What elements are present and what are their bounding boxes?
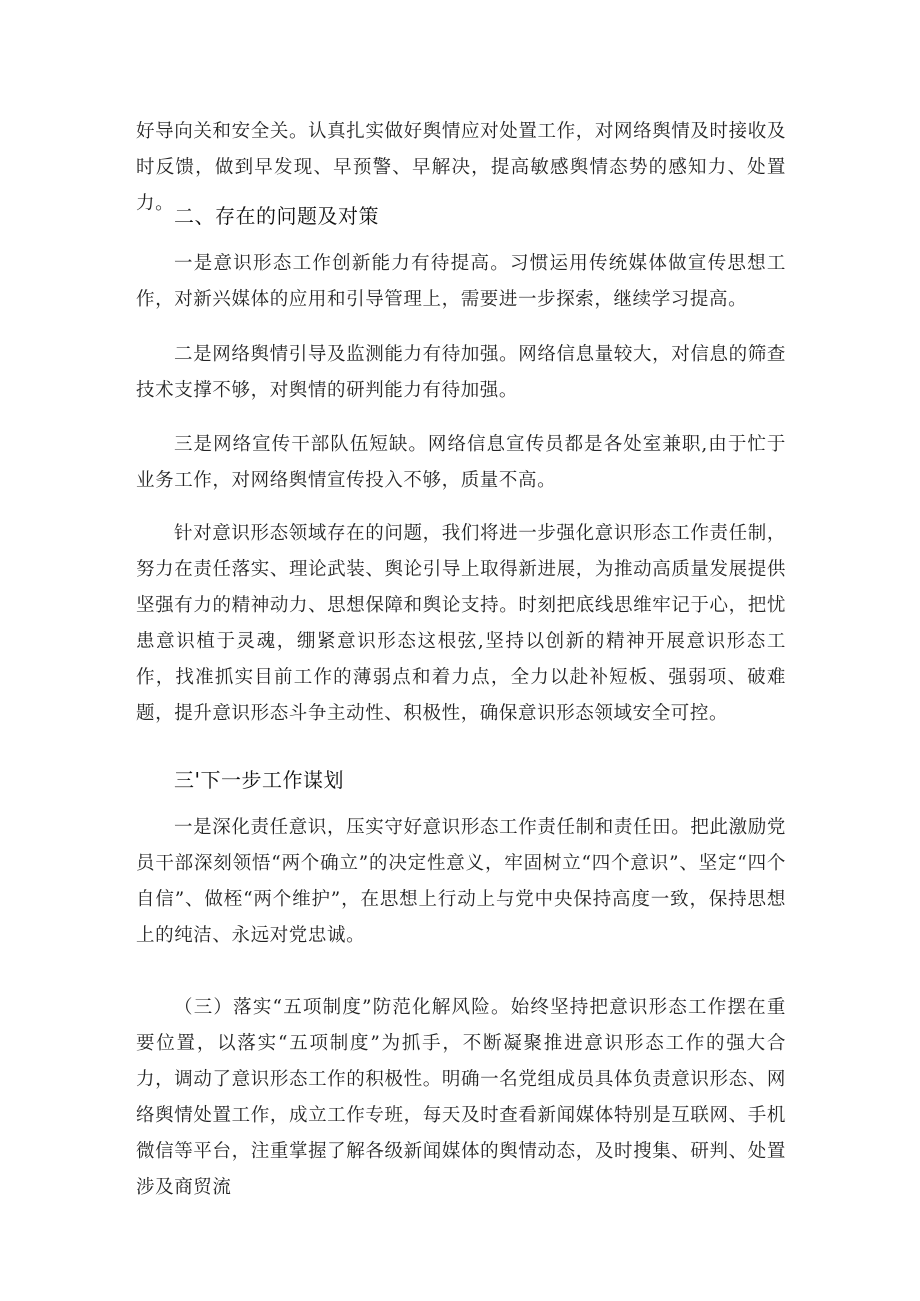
countermeasure-paragraph: 针对意识形态领域存在的问题，我们将进一步强化意识形态工作责任制，努力在责任落实、理论武装、舆论引导上取得新进展，为推动高质量发展提供坚强有力的精神动力、思想保障和舆论支持。时刻把底线思维牢记于心，把忧患意识植于灵魂，绷紧意识形态这根弦,坚持以创新的精神开展意识形态工作，找准抓实目前工作的薄弱点和着力点，全力以赴补短板、强弱项、破难题，提升意识形态斗争主动性、积极性，确保意识形态领域安全可控。 [136,523,786,724]
problem-paragraph-3: 三是网络宣传干部队伍短缺。网络信息宣传员都是各处室兼职,由于忙于业务工作，对网络舆情宣传投入不够，质量不高。 [136,434,786,491]
next-step-paragraph-2: （三）落实“五项制度”防范化解风险。始终坚持把意识形态工作摆在重要位置，以落实“五项制度”为抓手，不断凝聚推进意识形态工作的强大合力，调动了意识形态工作的积极性。明确一名党组成员具体负责意识形态、网络舆情处置工作，成立工作专班，每天及时查看新闻媒体特别是互联网、手机微信等平台，注重掌握了解各级新闻媒体的舆情动态，及时搜集、研判、处置涉及商贸流 [136,997,786,1198]
section-heading-next-steps: 三'下一步工作谋划 [174,768,344,792]
problem-paragraph-2: 二是网络舆情引导及监测能力有待加强。网络信息量较大，对信息的筛查技术支撑不够，对舆情的研判能力有待加强。 [136,344,786,401]
section-heading-problems: 二、存在的问题及对策 [174,204,379,228]
intro-paragraph: 好导向关和安全关。认真扎实做好舆情应对处置工作，对网络舆情及时接收及时反馈，做到早发现、早预警、早解决，提高敏感舆情态势的感知力、处置力。 [136,121,786,214]
problem-paragraph-1: 一是意识形态工作创新能力有待提高。习惯运用传统媒体做宣传思想工作，对新兴媒体的应用和引导管理上，需要进一步探索，继续学习提高。 [136,253,786,310]
next-step-paragraph-1: 一是深化责任意识，压实守好意识形态工作责任制和责任田。把此激励党员干部深刻领悟“两个确立”的决定性意义，牢固树立“四个意识”、坚定“四个自信”、做桎“两个维护”，在思想上行动上与党中央保持高度一致，保持思想上的纯洁、永远对党忠诚。 [136,817,786,946]
